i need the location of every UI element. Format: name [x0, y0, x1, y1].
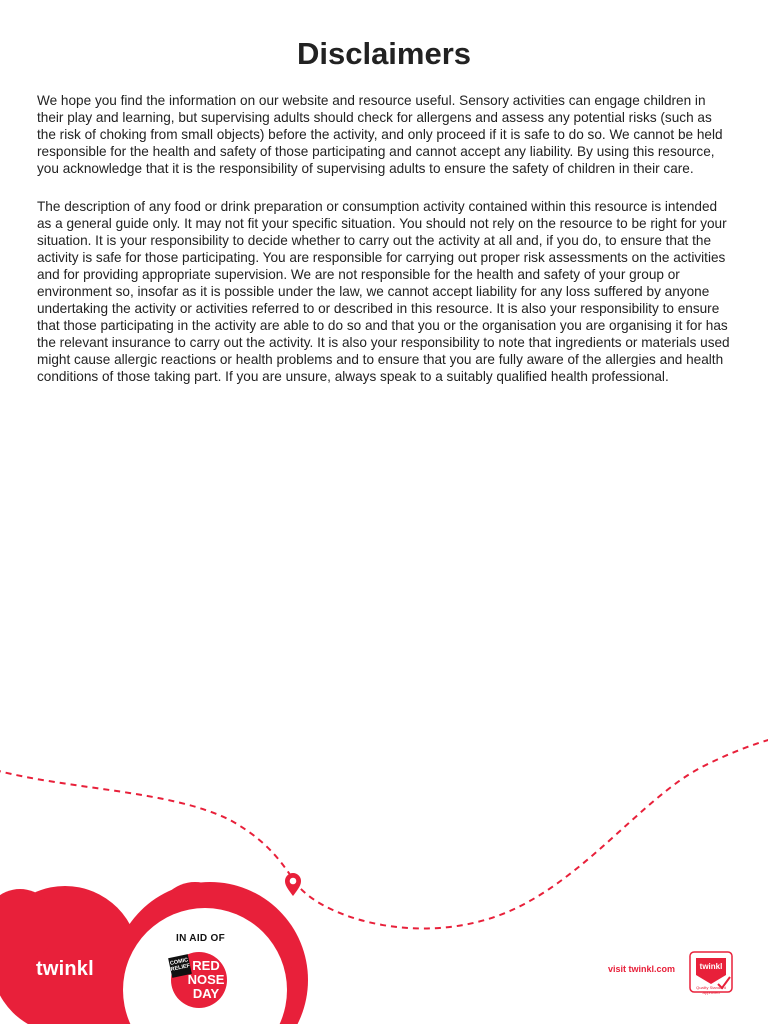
in-aid-of-label: IN AID OF — [176, 933, 225, 944]
red-nose-day-logo — [170, 952, 228, 1008]
dashed-route-line — [0, 738, 768, 928]
page-title: Disclaimers — [296, 36, 472, 71]
disclaimer-paragraph-2: The description of any food or drink preparation or consumption activity contained within this resource is intended as a general guide only. It may not fit your specific situation. You should not rely on the resource to be right for your situation. It is your responsibility to decide whether to carry out the activity at all and, if you do, to ensure that the activity is safe for those participating. You are responsible for carrying out proper risk assessments on the activities and for providing appropriate supervision. We are not responsible for the health and safety of your group or environment so, insofar as it is possible under the law, we cannot accept liability for any loss suffered by anyone undertaking the activity or activities referred to or described in this resource. It is also your responsibility to ensure that those participating in the activity are able to do so and that you or the organisation you are organising it for has the relevant insurance to carry out the activity. It is also your responsibility to note that ingredients or materials used might cause allergic reactions or health problems and to ensure that you are fully aware of the allergies and health conditions of those taking part. If you are unsure, always speak to a suitably qualified health professional. — [37, 199, 730, 384]
visit-website-link[interactable]: visit twinkl.com — [608, 964, 676, 974]
red-nose-day-line-3: DAY — [192, 986, 220, 1001]
badge-caption: Quality Standard Approved — [696, 985, 726, 995]
disclaimer-paragraph-1: We hope you find the information on our website and resource useful. Sensory activities can engage children in their play and learning, but supervising adults should check for allergens and assess any potential risks (such as the risk of choking from small objects) before the activity, and only proceed if it is safe to do so. We cannot be held responsible for the health and safety of those participating and cannot accept any liability. By using this resource, you acknowledge that it is the responsibility of supervising adults to ensure the safety of children in their care. — [37, 93, 723, 176]
location-pin-icon — [285, 873, 301, 896]
twinkl-logo[interactable]: twinkl — [36, 958, 94, 980]
comic-relief-logo: COMIC RELIEF — [168, 954, 192, 978]
red-nose-day-line-1: RED — [192, 958, 220, 973]
badge-logo-text: twinkl — [699, 962, 723, 971]
red-nose-day-line-2: NOSE — [187, 972, 225, 987]
